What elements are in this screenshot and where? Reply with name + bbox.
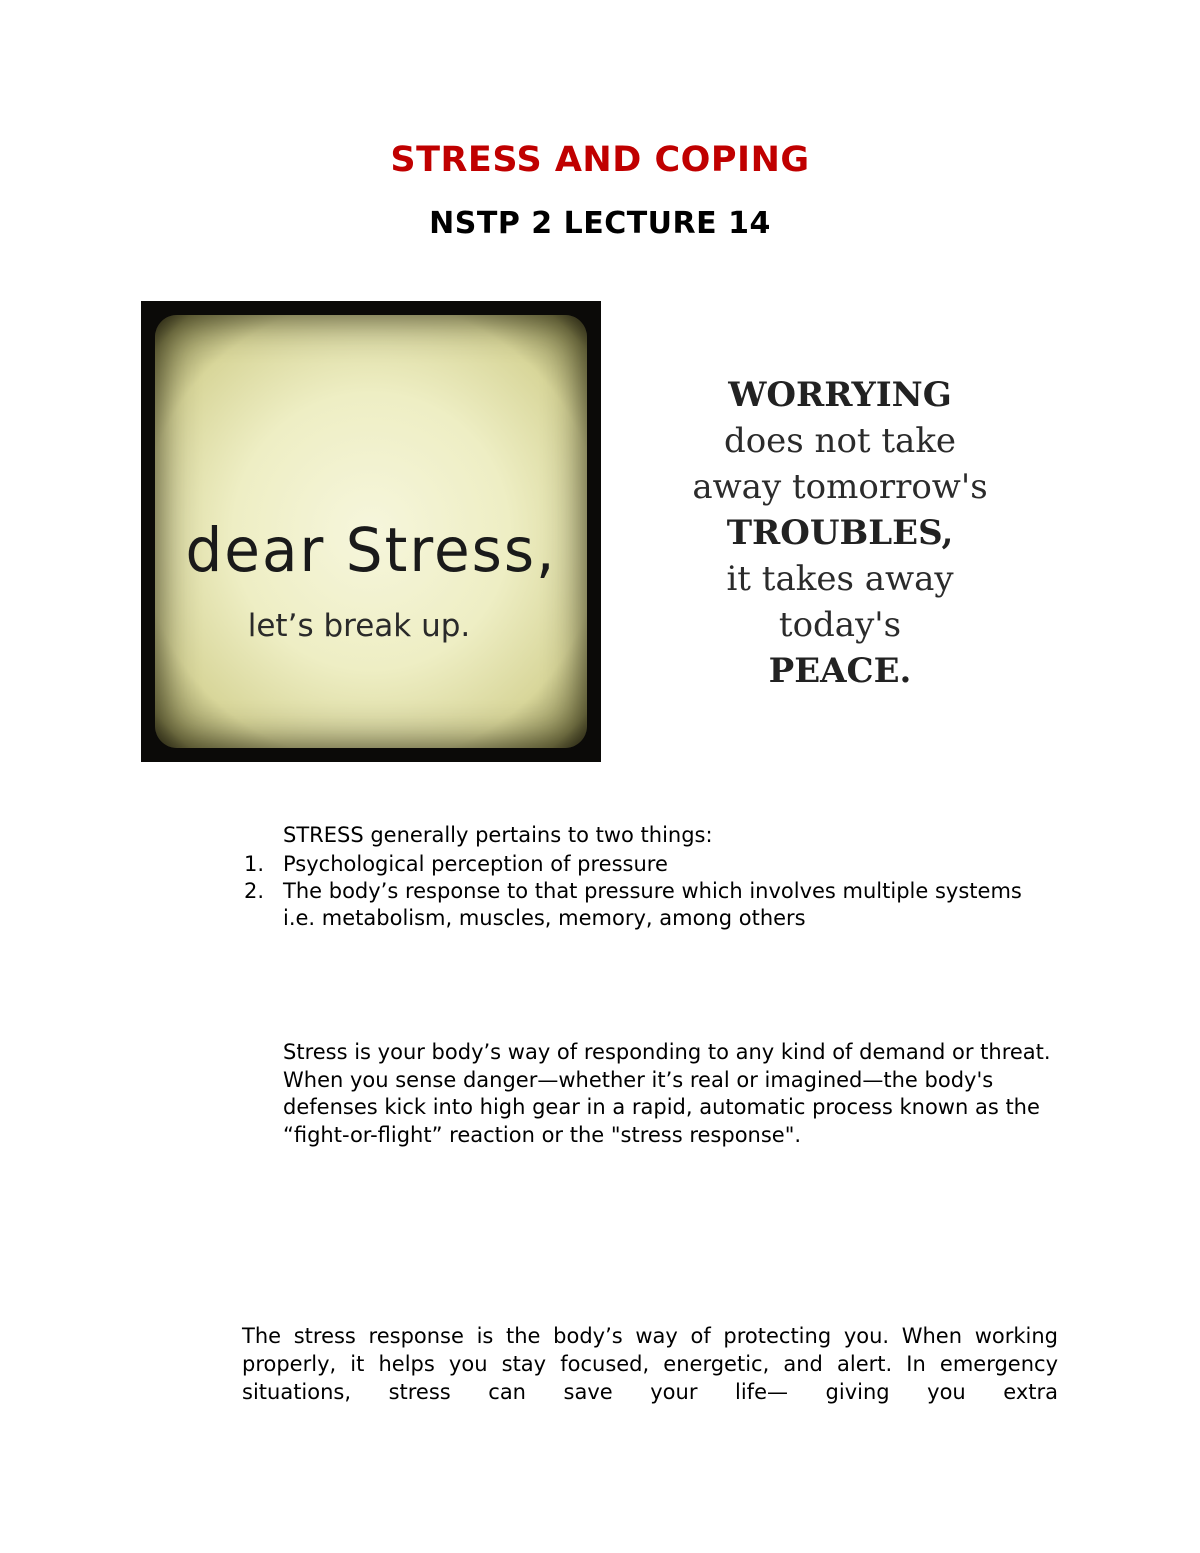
list-text: The body’s response to that pressure which involves multiple systems i.e. metabolism, muscles, memory, among others	[283, 879, 1022, 930]
quote-line: today's	[778, 605, 902, 645]
list-number: 2.	[244, 879, 265, 903]
list-item	[244, 851, 1034, 878]
image-text-caption: let’s break up.	[247, 608, 471, 644]
paragraph-stress-response: The stress response is the body’s way of protecting you. When working properly, it helps you stay focused, energetic, and alert. In emergency situations, stress can save your life— giving you extra	[242, 1324, 1058, 1404]
worrying-quote	[640, 372, 1040, 694]
quote-line: it takes away	[726, 559, 954, 599]
stress-intro: STRESS generally pertains to two things:	[283, 823, 713, 847]
list-number: 1.	[244, 852, 265, 876]
quote-line: PEACE.	[768, 651, 912, 691]
quote-line: does not take	[723, 421, 957, 461]
stress-definition-list	[244, 851, 1034, 932]
quote-line: away tomorrow's	[692, 467, 988, 507]
dear-stress-image	[141, 301, 601, 762]
document-subtitle: NSTP 2 LECTURE 14	[429, 206, 771, 241]
list-text: Psychological perception of pressure	[283, 852, 668, 876]
document-title: STRESS AND COPING	[390, 140, 810, 180]
paragraph-stress-definition: Stress is your body’s way of responding to any kind of demand or threat. When you sense danger—whether it’s real or imagined—the body's defenses kick into high gear in a rapid, automatic process known as the “fight-or-flight” reaction or the "stress response".	[283, 1040, 1051, 1147]
quote-line: WORRYING	[728, 375, 952, 415]
image-text-headline: dear Stress,	[185, 514, 557, 586]
list-item	[244, 878, 1034, 932]
quote-line: TROUBLES,	[726, 513, 954, 553]
